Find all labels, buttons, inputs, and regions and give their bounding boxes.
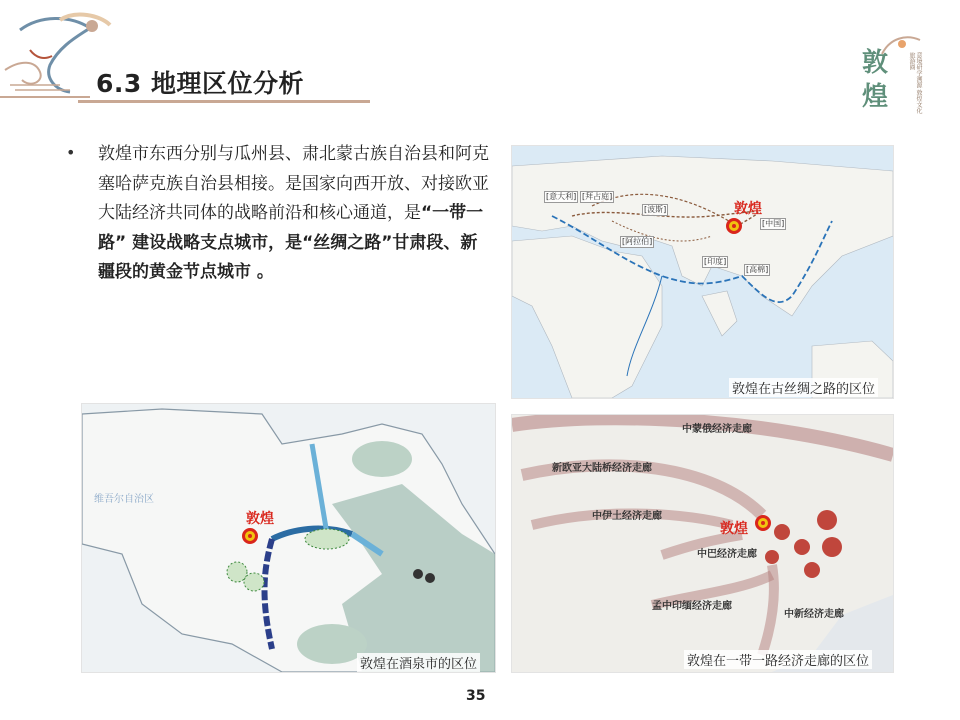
city-label-dunhuang: 敦煌 <box>720 521 748 537</box>
region-label: 维吾尔自治区 <box>94 494 154 505</box>
corridor-label: 中新经济走廊 <box>784 609 844 620</box>
page-title: 6.3 地理区位分析 <box>96 69 304 98</box>
map-caption-jiuquan: 敦煌在酒泉市的区位 <box>357 653 480 672</box>
jiuquan-map-graphic <box>82 404 495 672</box>
title-underline-left <box>0 96 90 98</box>
page-number: 35 <box>466 688 486 704</box>
bullet-point: • <box>66 143 76 162</box>
corridor-label: 中蒙俄经济走廊 <box>682 424 752 435</box>
tag-india: [印度] <box>704 257 727 266</box>
logo-char-2: 煌 <box>862 82 889 112</box>
title-underline <box>78 100 370 103</box>
dunhuang-logo <box>848 32 924 122</box>
tag-persia: [波斯] <box>644 205 667 214</box>
dunhuang-marker-icon <box>755 515 771 531</box>
map-caption-silk-road: 敦煌在古丝绸之路的区位 <box>729 378 878 397</box>
logo-char-1: 敦 <box>862 48 889 78</box>
corridor-label: 中巴经济走廊 <box>697 549 757 560</box>
corridor-label: 孟中印缅经济走廊 <box>652 601 732 612</box>
dunhuang-marker-icon <box>242 528 258 544</box>
corridor-label: 中伊土经济走廊 <box>592 511 662 522</box>
logo-apsara-icon <box>878 32 924 62</box>
city-label-dunhuang: 敦煌 <box>246 511 274 527</box>
silk-road-map <box>511 145 894 399</box>
tag-china: [中国] <box>762 219 785 228</box>
tag-arabia: [阿拉伯] <box>622 237 653 246</box>
silk-road-map-graphic <box>512 146 893 398</box>
belt-road-map-graphic <box>512 415 893 672</box>
map-caption-belt-road: 敦煌在一带一路经济走廊的区位 <box>684 650 872 669</box>
jiuquan-map <box>81 403 496 673</box>
tag-khmer: [高棉] <box>746 265 769 274</box>
city-label-dunhuang: 敦煌 <box>734 201 762 217</box>
dunhuang-marker-icon <box>726 218 742 234</box>
tag-italy: [意大利] <box>546 192 577 201</box>
description-text-bold: “一带一路” 建设战略支点城市，是“丝绸之路”甘肃段、新疆段的黄金节点城市 。 <box>98 203 484 282</box>
tag-byzantium: [拜占庭] <box>582 192 613 201</box>
belt-road-map <box>511 414 894 673</box>
description-paragraph <box>98 140 490 288</box>
logo-tagline: 意境研学溯源 敦煌文化旅游圈 <box>908 52 922 114</box>
description-text: 敦煌市东西分别与瓜州县、肃北蒙古族自治县和阿克塞哈萨克族自治县相接。是国家向西开放、对接欧亚大陆经济共同体的战略前沿和核心通道，是 <box>98 144 489 223</box>
corridor-label: 新欧亚大陆桥经济走廊 <box>552 463 652 474</box>
